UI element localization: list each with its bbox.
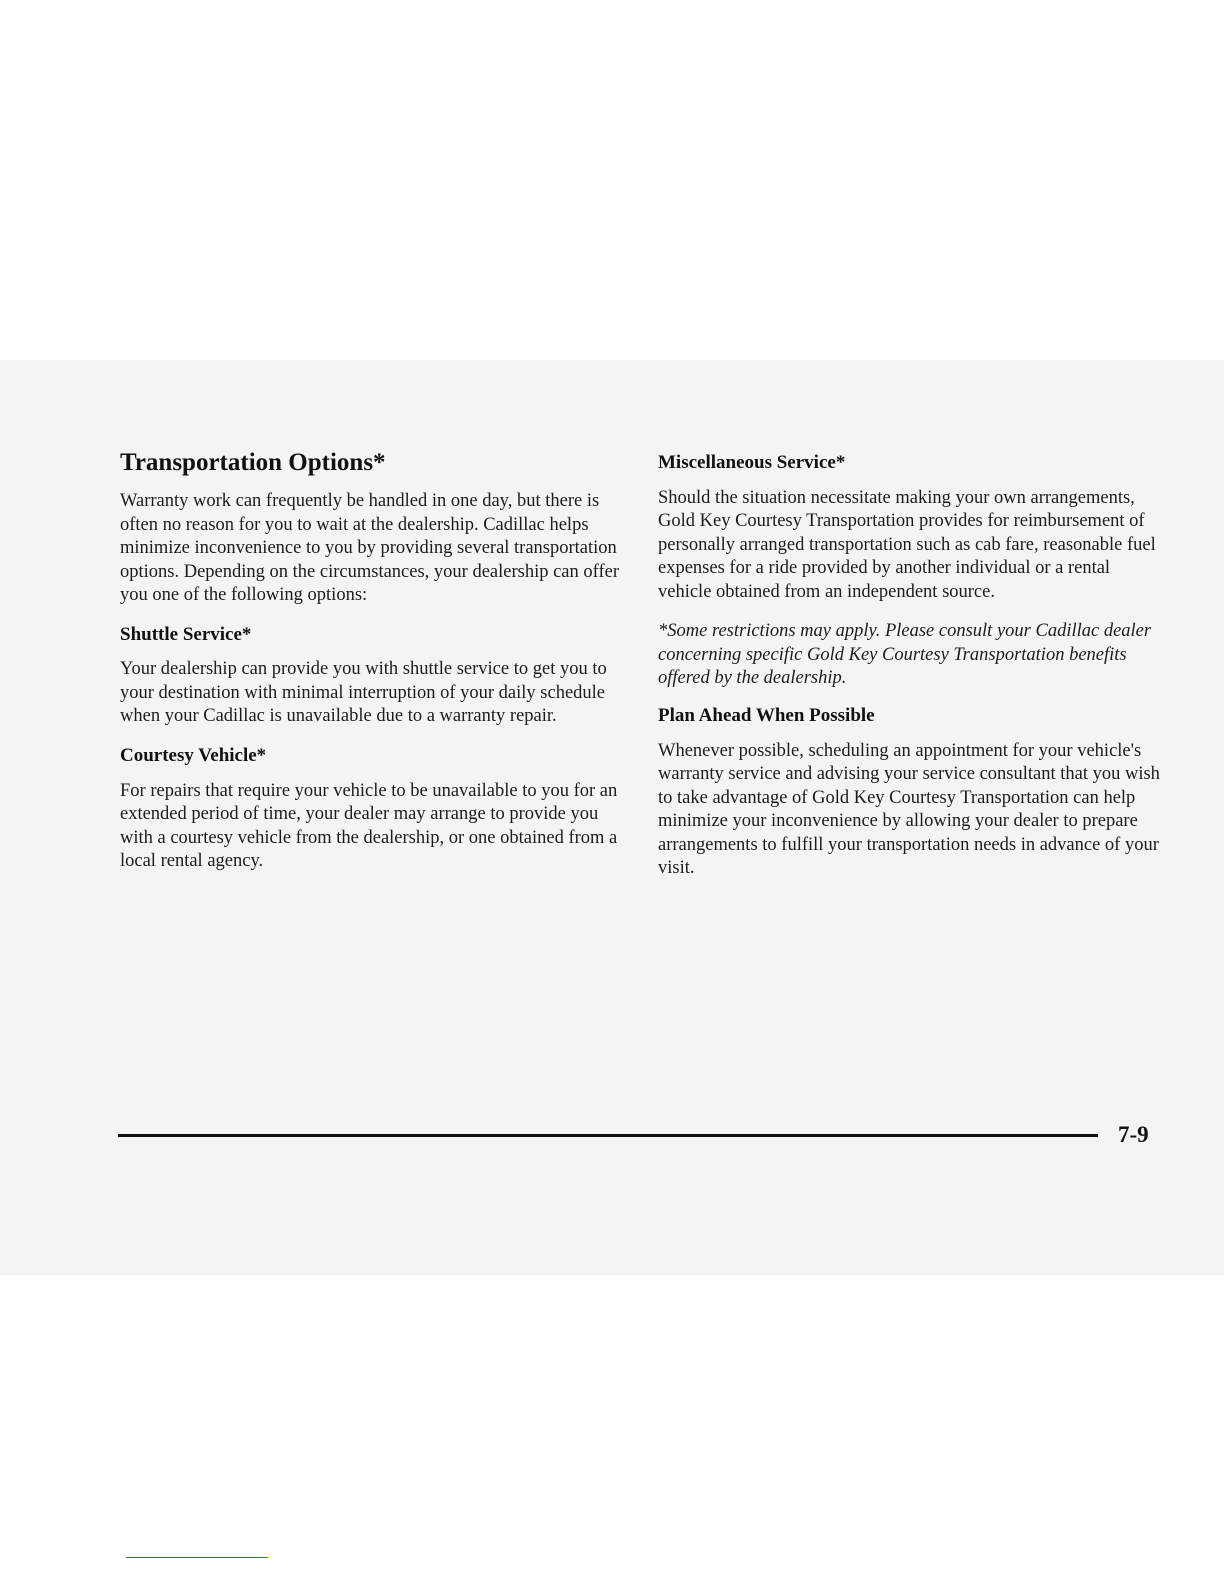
plan-ahead-heading: Plan Ahead When Possible xyxy=(658,704,875,726)
miscellaneous-service-paragraph: Should the situation necessitate making your own arrangements, Gold Key Courtesy Transportation provides for reimbursement of personally arranged transportation such as cab fare, reasonable fuel expenses for a ride provided by another individual or a rental vehicle obtained from an independent source. xyxy=(658,487,1156,602)
plan-ahead-paragraph: Whenever possible, scheduling an appointment for your vehicle's warranty service and advising your service consultant that you wish to take advantage of Gold Key Courtesy Transportation can help minimize your inconvenience by allowing your dealer to prepare arrangements to fulfill your transportation needs in advance of your visit. xyxy=(658,740,1160,879)
courtesy-vehicle-paragraph: For repairs that require your vehicle to be unavailable to you for an extended period of time, your dealer may arrange to provide you with a courtesy vehicle from the dealership, or one obtained from a local rental agency. xyxy=(120,780,618,872)
miscellaneous-service-heading: Miscellaneous Service* xyxy=(658,452,846,473)
footer-rule xyxy=(118,1134,1098,1137)
intro-paragraph: Warranty work can frequently be handled in one day, but there is often no reason for you to wait at the dealership. Cadillac helps minimize inconvenience to you by providing several transportation options. Depending on the circumstances, your dealership can offer you one of the following options: xyxy=(120,491,620,605)
page-number: 7-9 xyxy=(1118,1122,1149,1147)
section-title: Transportation Options* xyxy=(120,449,386,476)
shuttle-service-heading: Shuttle Service* xyxy=(120,623,252,645)
shuttle-service-paragraph: Your dealership can provide you with shuttle service to get you to your destination with minimal interruption of your daily schedule when your Cadillac is unavailable due to a warranty repair. xyxy=(120,659,607,727)
restrictions-note: *Some restrictions may apply. Please consult your Cadillac dealer concerning specific Gold Key Courtesy Transportation benefits offered by the dealership. xyxy=(658,621,1152,689)
courtesy-vehicle-heading: Courtesy Vehicle* xyxy=(120,744,267,766)
left-column xyxy=(120,448,620,890)
bottom-underline xyxy=(126,1557,268,1558)
right-column xyxy=(658,452,1163,897)
